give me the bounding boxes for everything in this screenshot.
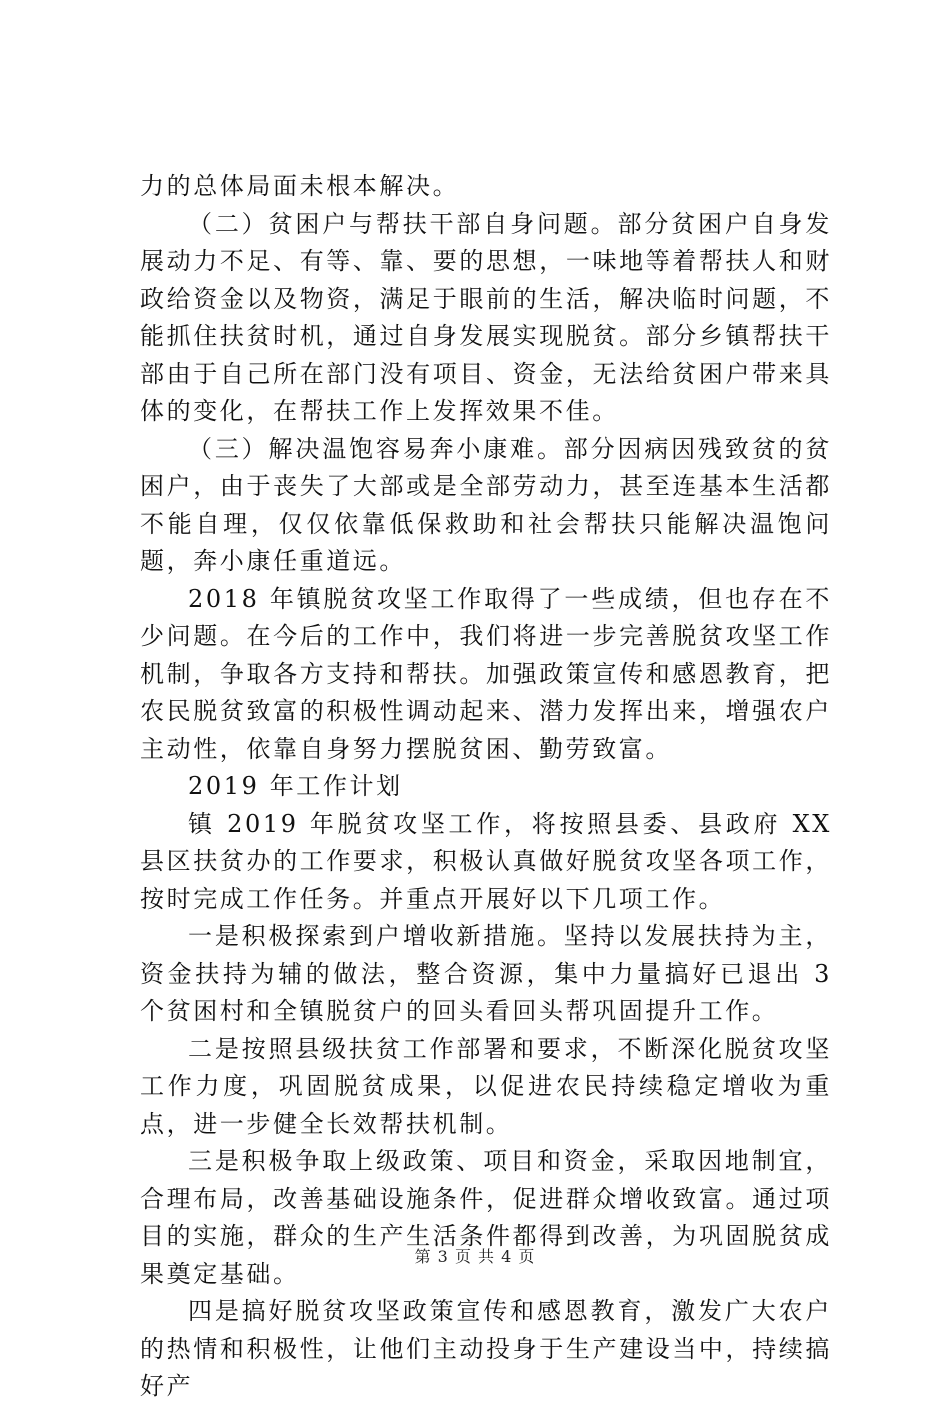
paragraph-plan-intro: 镇 2019 年脱贫攻坚工作，将按照县委、县政府 XX 县区扶贫办的工作要求，积极认真做好脱贫攻坚各项工作，按时完成工作任务。并重点开展好以下几项工作。 xyxy=(140,809,832,913)
page-number-footer: 第 3 页 共 4 页 xyxy=(414,1247,536,1266)
heading-plan-2019: 2019 年工作计划 xyxy=(188,772,403,800)
paragraph-plan-item-1: 一是积极探索到户增收新措施。坚持以发展扶持为主，资金扶持为辅的做法，整合资源，集中力量搞好已退出 3 个贫困村和全镇脱贫户的回头看回头帮巩固提升工作。 xyxy=(140,922,832,1025)
paragraph-plan-item-2: 二是按照县级扶贫工作部署和要求，不断深化脱贫攻坚工作力度，巩固脱贫成果，以促进农民持续稳定增收为重点，进一步健全长效帮扶机制。 xyxy=(140,1034,832,1138)
document-body xyxy=(140,168,832,1406)
paragraph-section-2: （二）贫困户与帮扶干部自身问题。部分贫困户自身发展动力不足、有等、靠、要的思想，一味地等着帮扶人和财政给资金以及物资，满足于眼前的生活，解决临时问题，不能抓住扶贫时机，通过自身发展实现脱贫。部分乡镇帮扶干部由于自己所在部门没有项目、资金，无法给贫困户带来具体的变化，在帮扶工作上发挥效果不佳。 xyxy=(140,209,832,425)
paragraph-plan-item-3: 三是积极争取上级政策、项目和资金，采取因地制宜，合理布局，改善基础设施条件，促进群众增收致富。通过项目的实施，群众的生产生活条件都得到改善，为巩固脱贫成果奠定基础。 xyxy=(140,1147,832,1288)
paragraph-section-3: （三）解决温饱容易奔小康难。部分因病因残致贫的贫困户，由于丧失了大部或是全部劳动力，甚至连基本生活都不能自理，仅仅依靠低保救助和社会帮扶只能解决温饱问题，奔小康任重道远。 xyxy=(140,434,832,575)
paragraph-continuation: 力的总体局面未根本解决。 xyxy=(140,172,460,200)
paragraph-summary-2018: 2018 年镇脱贫攻坚工作取得了一些成绩，但也存在不少问题。在今后的工作中，我们将进一步完善脱贫攻坚工作机制，争取各方支持和帮扶。加强政策宣传和感恩教育，把农民脱贫致富的积极性调动起来、潜力发挥出来，增强农户主动性，依靠自身努力摆脱贫困、勤劳致富。 xyxy=(140,584,832,763)
paragraph-plan-item-4: 四是搞好脱贫攻坚政策宣传和感恩教育，激发广大农户的热情和积极性，让他们主动投身于生产建设当中，持续搞好产 xyxy=(140,1297,832,1400)
